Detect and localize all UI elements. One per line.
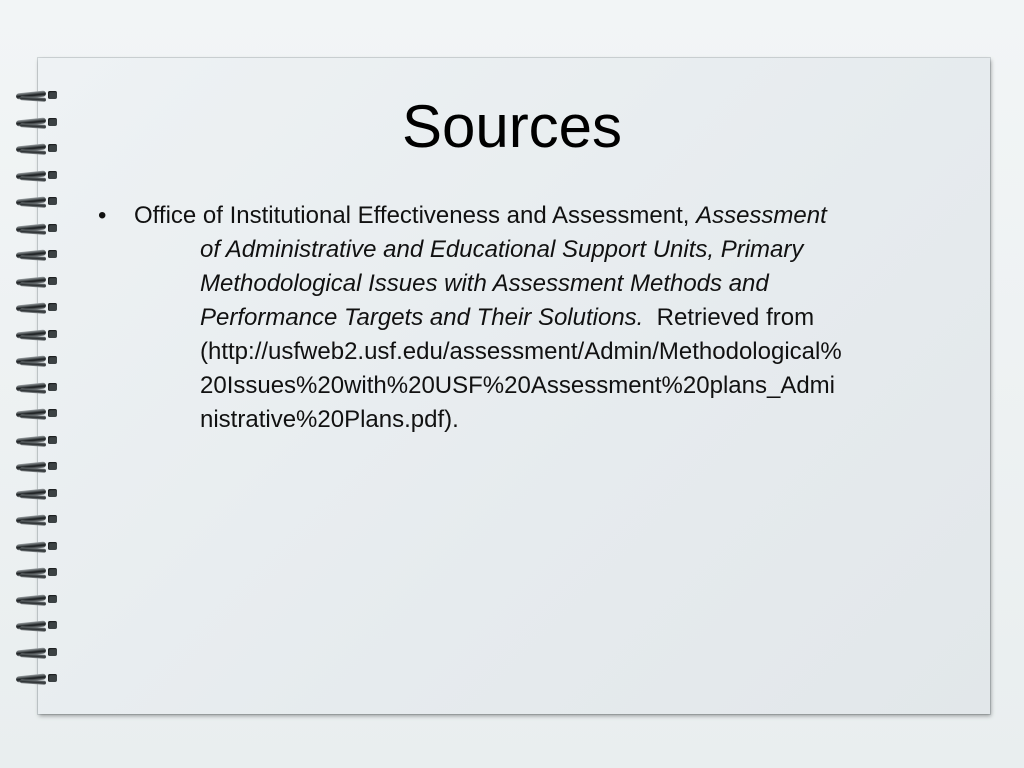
spiral-coil (14, 671, 60, 685)
spiral-coil (14, 380, 60, 394)
citation-retrieved: Retrieved from (643, 304, 815, 331)
spiral-coil (14, 433, 60, 447)
citation-url-line-2: 20Issues%20with%20USF%20Assessment%20plans_Admi (200, 372, 835, 399)
bullet-icon: • (98, 202, 107, 229)
spiral-binding-icon (14, 88, 64, 700)
spiral-coil (14, 512, 60, 526)
citation-line-2 (134, 233, 968, 267)
spiral-coil (14, 247, 60, 261)
spiral-coil (14, 300, 60, 314)
citation-line-1 (134, 199, 968, 233)
slide-title: Sources (401, 93, 623, 160)
spiral-coil (14, 406, 60, 420)
spiral-coil (14, 645, 60, 659)
sources-list (98, 199, 968, 437)
spiral-coil (14, 459, 60, 473)
citation-author: Office of Institutional Effectiveness and Assessment, (134, 202, 697, 229)
citation-title-part-3: Methodological Issues with Assessment Methods and (200, 270, 769, 297)
spiral-coil (14, 194, 60, 208)
spiral-coil (14, 618, 60, 632)
spiral-coil (14, 353, 60, 367)
citation-title-part-2: of Administrative and Educational Support Units, Primary (200, 236, 804, 263)
citation-url-line-3: nistrative%20Plans.pdf). (200, 406, 459, 433)
citation-item (98, 199, 968, 437)
spiral-coil (14, 327, 60, 341)
spiral-coil (14, 565, 60, 579)
citation-line-3 (134, 267, 968, 301)
spiral-coil (14, 592, 60, 606)
citation-title-end: Performance Targets and Their Solutions. (200, 304, 644, 331)
spiral-coil (14, 274, 60, 288)
spiral-coil (14, 539, 60, 553)
spiral-coil (14, 486, 60, 500)
citation-line-4 (134, 301, 968, 335)
spiral-coil (14, 168, 60, 182)
spiral-coil (14, 221, 60, 235)
citation-title-start: Assessment (696, 202, 827, 229)
citation-url-line-1: (http://usfweb2.usf.edu/assessment/Admin/Methodological% (200, 338, 842, 365)
